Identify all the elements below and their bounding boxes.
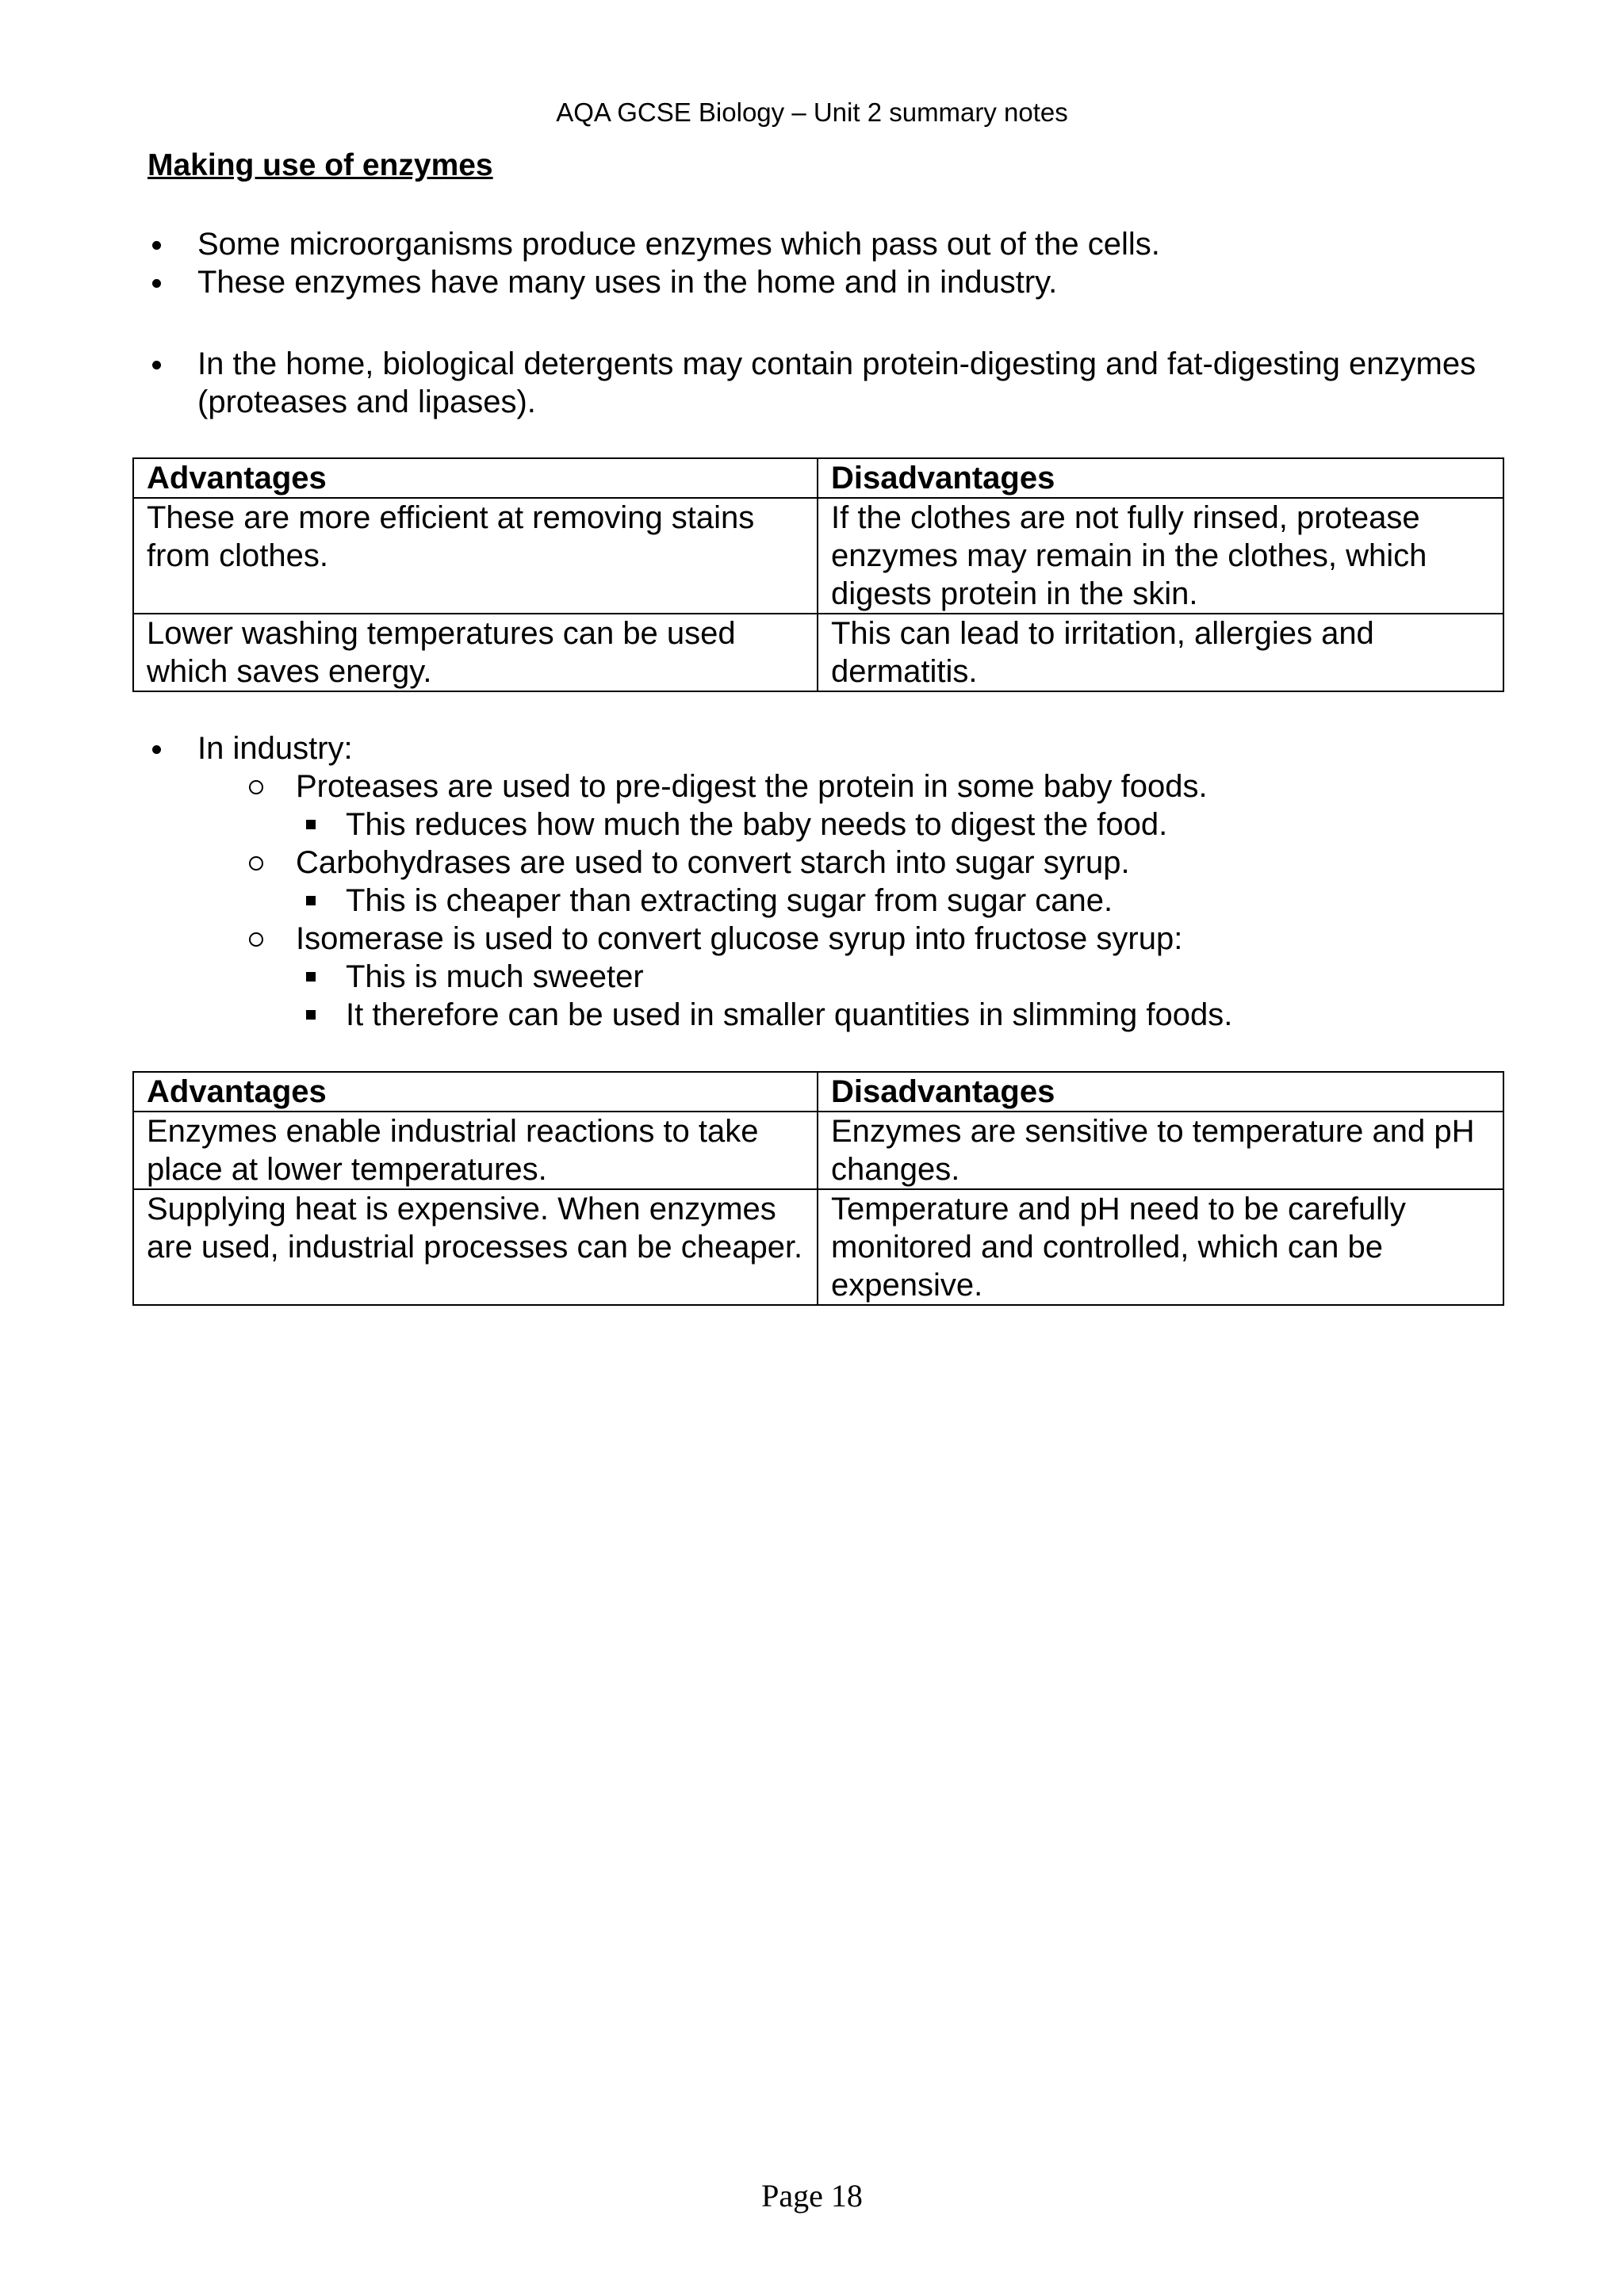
disadvantages-header: Disadvantages [818, 458, 1503, 498]
industry-detail-list [296, 806, 1511, 844]
industry-bullet-list [147, 729, 1511, 1034]
table-cell: If the clothes are not fully rinsed, protease enzymes may remain in the clothes, which digests protein in the skin. [818, 498, 1503, 614]
table-row [133, 1112, 1503, 1189]
table-cell: Enzymes are sensitive to temperature and pH changes. [818, 1112, 1503, 1189]
table-row [133, 614, 1503, 691]
industry-detail-list [296, 882, 1511, 920]
industry-item-text: Carbohydrases are used to convert starch into sugar syrup. [296, 845, 1130, 880]
industry-item-text: Isomerase is used to convert glucose syrup into fructose syrup: [296, 921, 1183, 956]
table-cell: This can lead to irritation, allergies and dermatitis. [818, 614, 1503, 691]
detergent-pros-cons-table [132, 457, 1504, 692]
industry-detail: This is cheaper than extracting sugar from sugar cane. [296, 882, 1511, 920]
industry-label: In industry: [197, 731, 353, 766]
intro-bullet: Some microorganisms produce enzymes which pass out of the cells. [147, 225, 1511, 263]
industry-sub-list [197, 767, 1511, 1034]
advantages-header: Advantages [133, 1072, 818, 1112]
industry-detail-list [296, 958, 1511, 1034]
intro-bullet: These enzymes have many uses in the home and in industry. [147, 263, 1511, 301]
industry-detail: This reduces how much the baby needs to digest the food. [296, 806, 1511, 844]
industry-item [147, 844, 1511, 920]
table-header-row [133, 458, 1503, 498]
home-bullet-list [147, 345, 1511, 421]
running-header: AQA GCSE Biology – Unit 2 summary notes [556, 98, 1068, 127]
industry-item [147, 767, 1511, 844]
table-row [133, 1189, 1503, 1305]
industry-bullet [147, 729, 1511, 1034]
section-title: Making use of enzymes [147, 148, 493, 182]
page-number: Page 18 [761, 2178, 863, 2214]
intro-bullet-list [147, 225, 1511, 301]
home-bullet: In the home, biological detergents may contain protein-digesting and fat-digesting enzymes (proteases and lipases). [147, 345, 1511, 421]
industry-pros-cons-table [132, 1071, 1504, 1306]
disadvantages-header: Disadvantages [818, 1072, 1503, 1112]
table-cell: Supplying heat is expensive. When enzymes are used, industrial processes can be cheaper. [133, 1189, 818, 1305]
table-cell: These are more efficient at removing stains from clothes. [133, 498, 818, 614]
industry-detail: This is much sweeter [296, 958, 1511, 996]
table-row [133, 498, 1503, 614]
table-cell: Enzymes enable industrial reactions to take place at lower temperatures. [133, 1112, 818, 1189]
industry-detail: It therefore can be used in smaller quantities in slimming foods. [296, 996, 1511, 1034]
table-header-row [133, 1072, 1503, 1112]
table-cell: Lower washing temperatures can be used which saves energy. [133, 614, 818, 691]
table-cell: Temperature and pH need to be carefully monitored and controlled, which can be expensive. [818, 1189, 1503, 1305]
industry-item-text: Proteases are used to pre-digest the protein in some baby foods. [296, 769, 1208, 804]
industry-item [147, 920, 1511, 1034]
advantages-header: Advantages [133, 458, 818, 498]
